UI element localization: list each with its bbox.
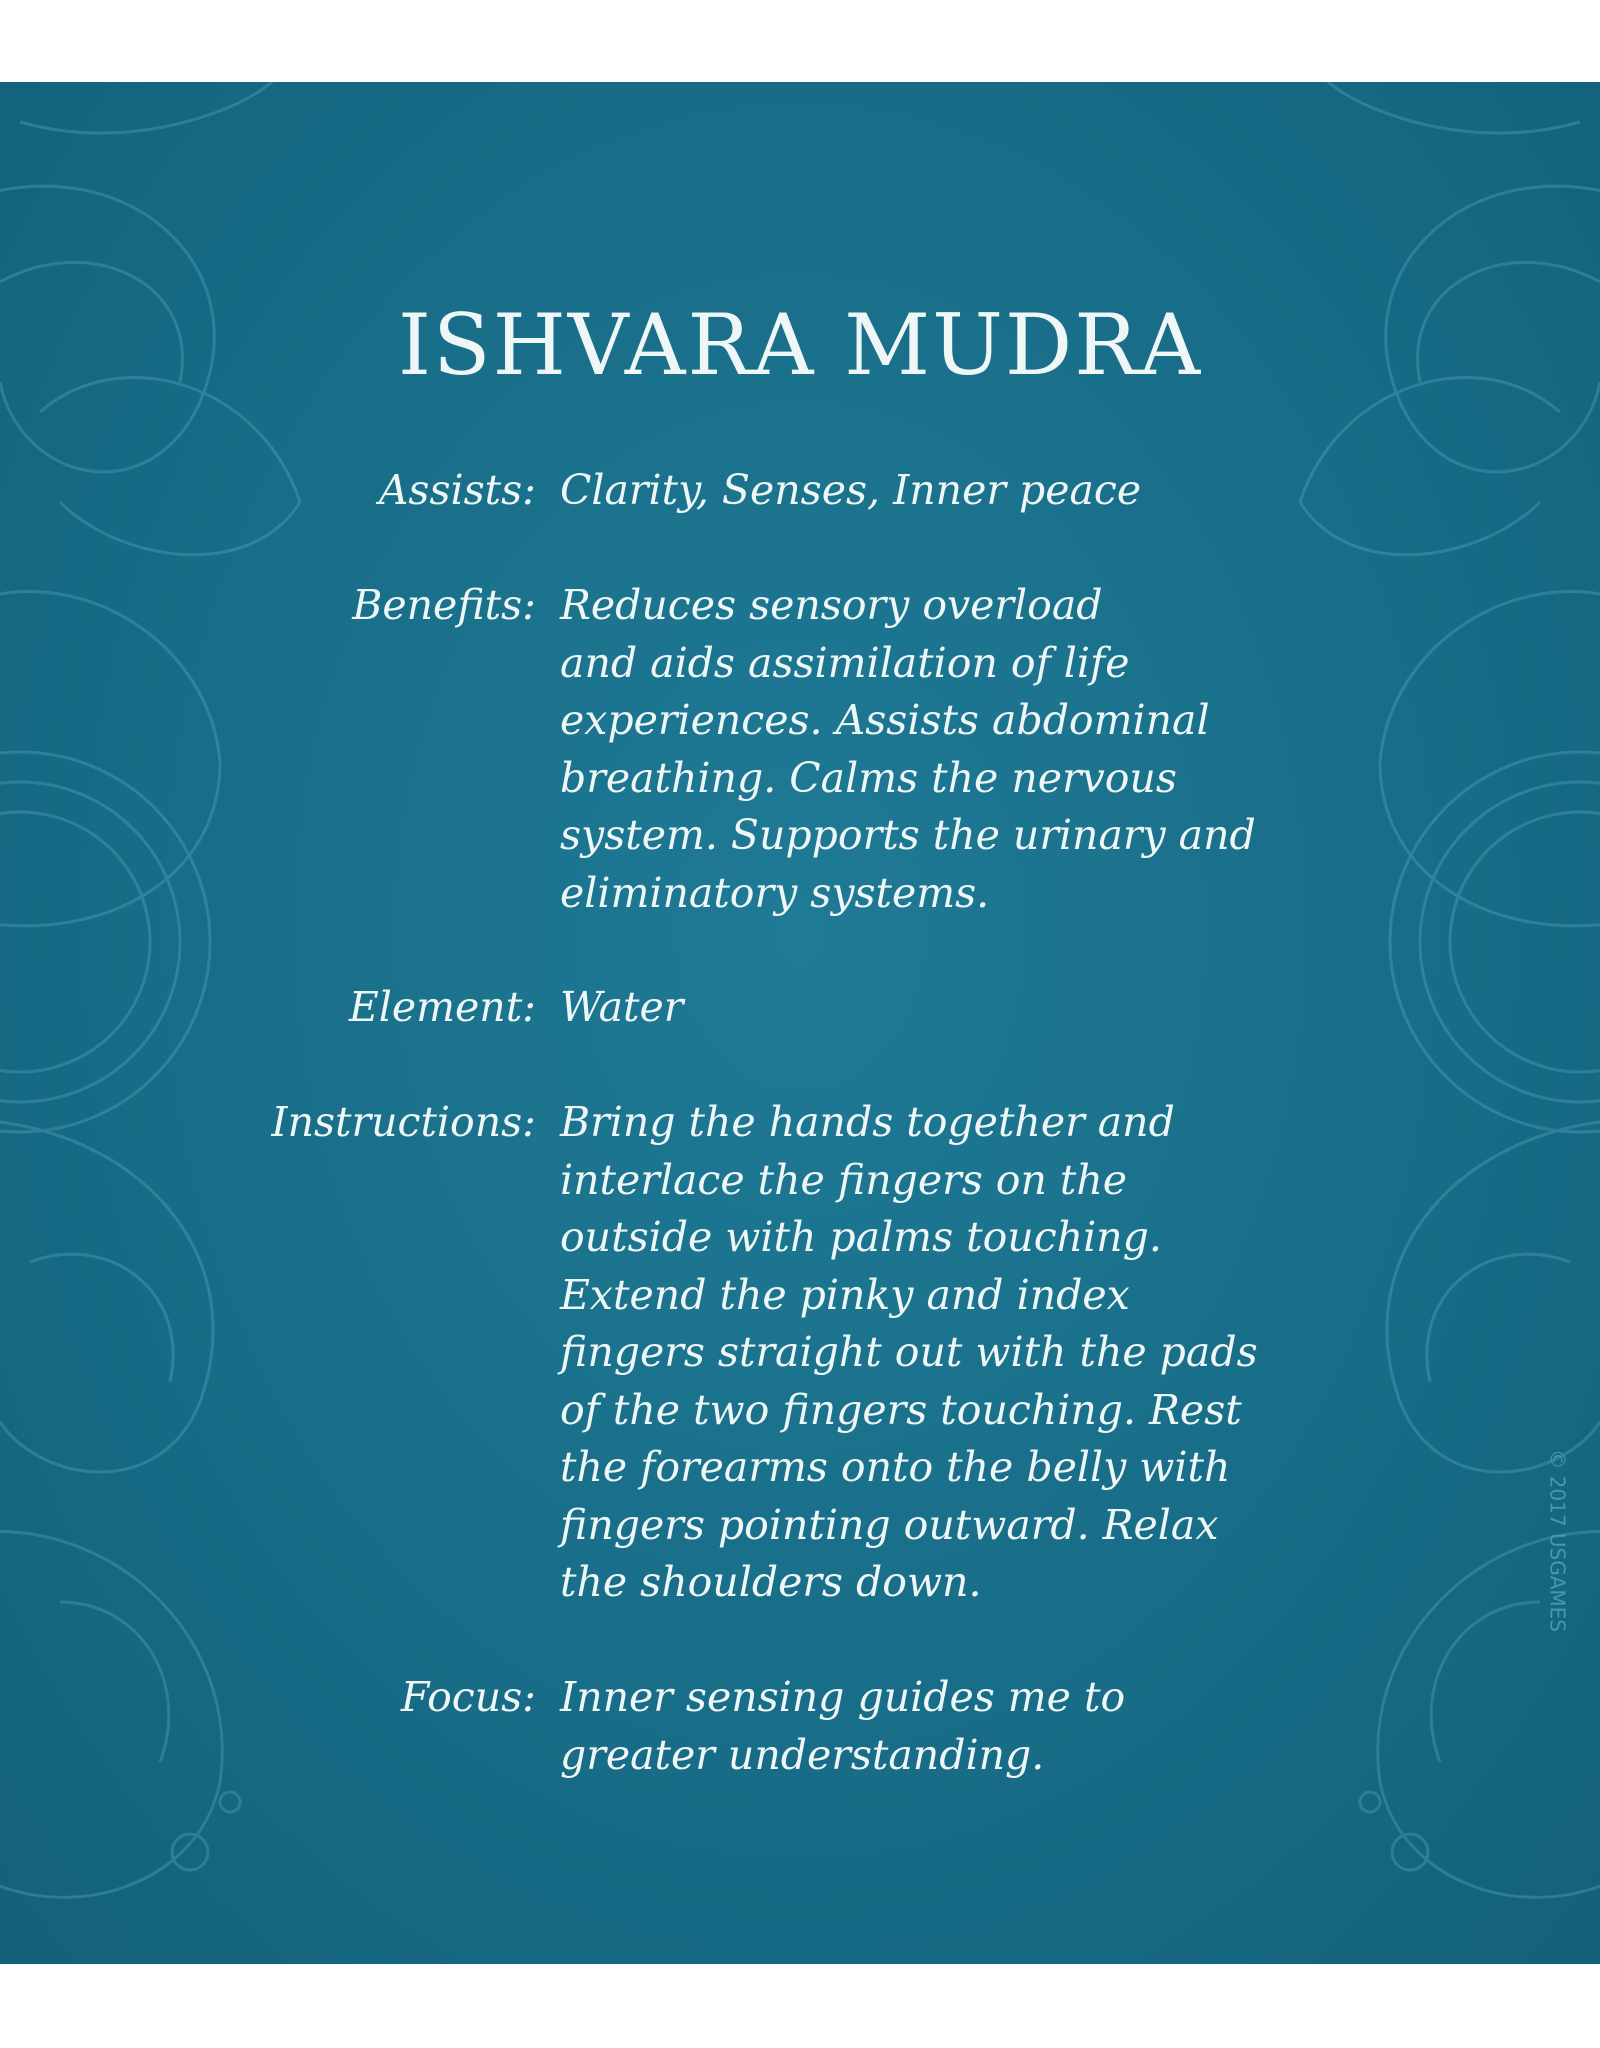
entry-value: Reduces sensory overload and aids assimilation of life experiences. Assists abdominal breathing. Calms the nervous system. Supports the urinary and eliminatory systems. <box>560 581 1256 917</box>
entry-label: Focus: <box>400 1673 536 1721</box>
entry-value: Bring the hands together and interlace the fingers on the outside with palms touching. Extend the pinky and index fingers straight out with the pads of the two fingers touching. Rest the forearms onto the belly with fingers pointing outward. Relax the shoulders down. <box>560 1098 1258 1606</box>
entry-value: Inner sensing guides me to greater understanding. <box>560 1673 1126 1779</box>
copyright-notice: © 2017 USGAMES <box>1546 1449 1570 1632</box>
card-title: ISHVARA MUDRA <box>397 296 1203 394</box>
entry-value: Water <box>560 983 684 1031</box>
entry-label: Benefits: <box>352 581 536 629</box>
entry-label: Instructions: <box>271 1098 536 1146</box>
entry-value: Clarity, Senses, Inner peace <box>560 466 1142 514</box>
entry-label: Assists: <box>378 466 536 514</box>
entry-label: Element: <box>348 983 536 1031</box>
mudra-card <box>0 82 1600 1964</box>
